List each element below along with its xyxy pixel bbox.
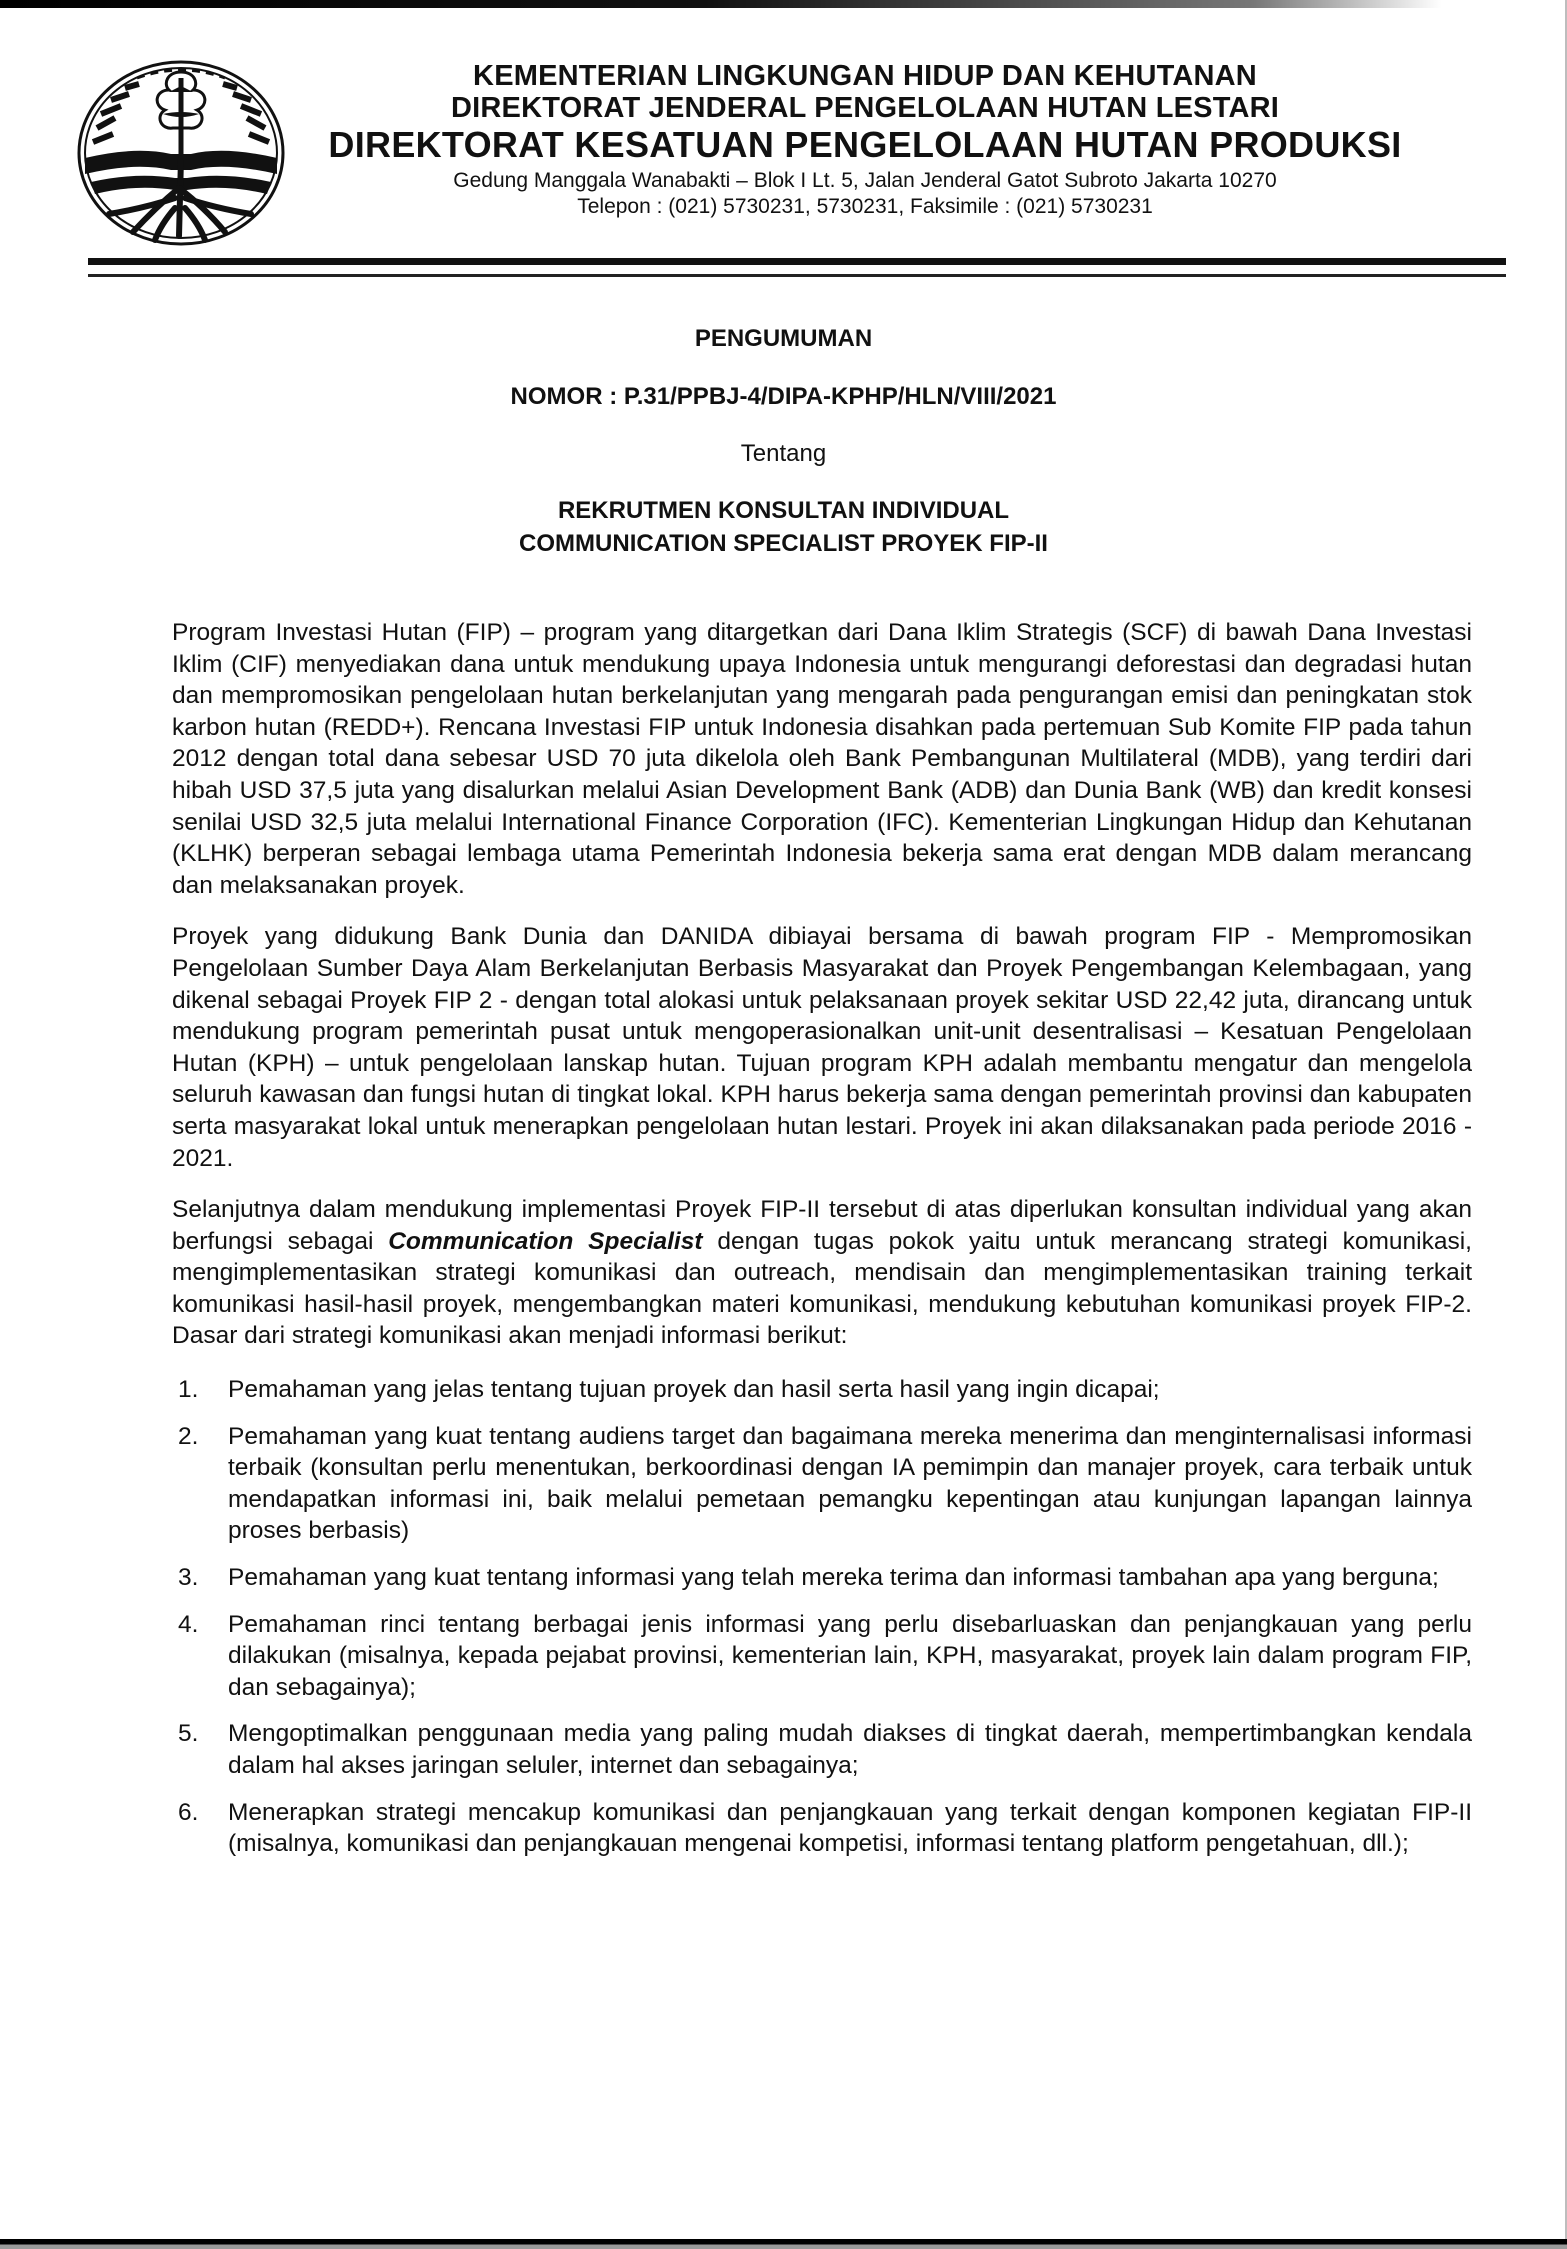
ministry-name: KEMENTERIAN LINGKUNGAN HIDUP DAN KEHUTANAN [473, 60, 1257, 92]
paragraph-fip2-project: Proyek yang didukung Bank Dunia dan DANIDA dibiayai bersama di bawah program FIP - Mempromosikan Pengelolaan Sumber Daya Alam Berkelanjutan Berbasis Masyarakat dan Proyek Pengembangan Kelembagaan, yang dikenal sebagai Proyek FIP 2 - dengan total alokasi untuk pelaksanaan proyek sekitar USD 22,42 juta, dirancang untuk mendukung program pemerintah pusat untuk mengoperasionalkan unit-unit desentralisasi – Kesatuan Pengelolaan Hutan (KPH) – untuk pengelolaan lanskap hutan. Tujuan program KPH adalah membantu mengatur dan mengelola seluruh kawasan dan fungsi hutan di tingkat lokal. KPH harus bekerja sama dengan pemerintah provinsi dan kabupaten serta masyarakat lokal untuk menerapkan pengelolaan hutan lestari. Proyek ini akan dilaksanakan pada periode 2016 - 2021. [172, 923, 1472, 1172]
list-text: Menerapkan strategi mencakup komunikasi dan penjangkauan yang terkait dengan komponen kegiatan FIP-II (misalnya, komunikasi dan penjangkauan mengenai kompetisi, informasi tentang platform pengetahuan, dll.); [228, 1798, 1472, 1858]
office-address: Gedung Manggala Wanabakti – Blok I Lt. 5, Jalan Jenderal Gatot Subroto Jakarta 10270 [453, 169, 1277, 192]
document-body [172, 617, 1472, 1875]
directorate-name: DIREKTORAT KESATUAN PENGELOLAAN HUTAN PRODUKSI [328, 124, 1402, 165]
paragraph-consultant-need [172, 1194, 1472, 1352]
scan-edge-bottom [0, 2239, 1567, 2249]
directorate-general-name: DIREKTORAT JENDERAL PENGELOLAAN HUTAN LESTARI [450, 92, 1279, 124]
about-label: Tentang [740, 440, 827, 467]
list-item [172, 1562, 1472, 1594]
scan-edge-top [0, 0, 1567, 8]
letterhead-divider-thin [88, 274, 1506, 277]
letterhead [290, 60, 1440, 220]
communication-strategy-list [172, 1374, 1472, 1860]
list-number: 5. [178, 1720, 199, 1748]
announcement-number: NOMOR : P.31/PPBJ-4/DIPA-KPHP/HLN/VIII/2021 [510, 383, 1057, 410]
role-emphasis: Communication Specialist [388, 1227, 703, 1255]
list-number: 6. [178, 1798, 199, 1826]
letterhead-divider-thick [88, 258, 1506, 265]
subject-line-2: COMMUNICATION SPECIALIST PROYEK FIP-II [519, 530, 1048, 557]
list-item [172, 1718, 1472, 1781]
paragraph-text: Selanjutnya dalam mendukung implementasi Proyek FIP-II tersebut di atas diperlukan konsultan individual yang akan berfungsi sebagai [172, 1196, 1472, 1255]
paragraph-fip-background: Program Investasi Hutan (FIP) – program yang ditargetkan dari Dana Iklim Strategis (SCF) di bawah Dana Investasi Iklim (CIF) menyediakan dana untuk mendukung upaya Indonesia untuk mengurangi deforestasi dan degradasi hutan dan mempromosikan pengelolaan hutan berkelanjutan yang mengarah pada pengurangan emisi dan peningkatan stok karbon hutan (REDD+). Rencana Investasi FIP untuk Indonesia disahkan pada pertemuan Sub Komite FIP pada tahun 2012 dengan total dana sebesar USD 70 juta dikelola oleh Bank Pembangunan Multilateral (MDB), yang terdiri dari hibah USD 37,5 juta yang disalurkan melalui Asian Development Bank (ADB) dan Dunia Bank (WB) dan kredit konsesi senilai USD 32,5 juta melalui International Finance Corporation (IFC). Kementerian Lingkungan Hidup dan Kehutanan (KLHK) berperan sebagai lembaga utama Pemerintah Indonesia bekerja sama erat dengan MDB dalam merancang dan melaksanakan proyek. [172, 619, 1472, 899]
subject-line-1: REKRUTMEN KONSULTAN INDIVIDUAL [557, 497, 1010, 524]
list-text: Pemahaman yang jelas tentang tujuan proyek dan hasil serta hasil yang ingin dicapai; [228, 1376, 1160, 1404]
list-number: 3. [178, 1564, 199, 1592]
list-number: 4. [178, 1610, 199, 1638]
office-phone-fax: Telepon : (021) 5730231, 5730231, Faksimile : (021) 5730231 [577, 195, 1153, 218]
ministry-tree-roots-emblem-icon [75, 58, 287, 248]
list-item [172, 1421, 1472, 1547]
list-item [172, 1797, 1472, 1860]
list-number: 1. [178, 1376, 199, 1404]
list-item [172, 1609, 1472, 1704]
list-text: Pemahaman rinci tentang berbagai jenis informasi yang perlu disebarluaskan dan penjangkauan yang perlu dilakukan (misalnya, kepada pejabat provinsi, kementerian lain, KPH, masyarakat, proyek lain dalam program FIP, dan sebagainya); [228, 1610, 1472, 1701]
list-text: Pemahaman yang kuat tentang informasi yang telah mereka terima dan informasi tambahan apa yang berguna; [228, 1564, 1439, 1592]
list-number: 2. [178, 1422, 199, 1450]
list-text: Pemahaman yang kuat tentang audiens target dan bagaimana mereka menerima dan menginternalisasi informasi terbaik (konsultan perlu menentukan, berkoordinasi dengan IA pemimpin dan manajer proyek, cara terbaik untuk mendapatkan informasi ini, baik melalui pemetaan pemangku kepentingan atau kunjungan lapangan lainnya proses berbasis) [228, 1422, 1472, 1545]
list-item [172, 1374, 1472, 1406]
announcement-subject [0, 494, 1567, 560]
list-text: Mengoptimalkan penggunaan media yang paling mudah diakses di tingkat daerah, mempertimbangkan kendala dalam hal akses jaringan seluler, internet dan sebagainya; [228, 1720, 1472, 1779]
paragraph-text: dengan tugas pokok yaitu untuk merancang strategi komunikasi, mengimplementasikan strategi komunikasi dan outreach, mendisain dan mengimplementasikan training terkait komunikasi hasil-hasil proyek, mengembangkan materi komunikasi, mendukung kebutuhan komunikasi proyek FIP-2. Dasar dari strategi komunikasi akan menjadi informasi berikut: [172, 1227, 1472, 1350]
announcement-heading: PENGUMUMAN [694, 325, 873, 352]
